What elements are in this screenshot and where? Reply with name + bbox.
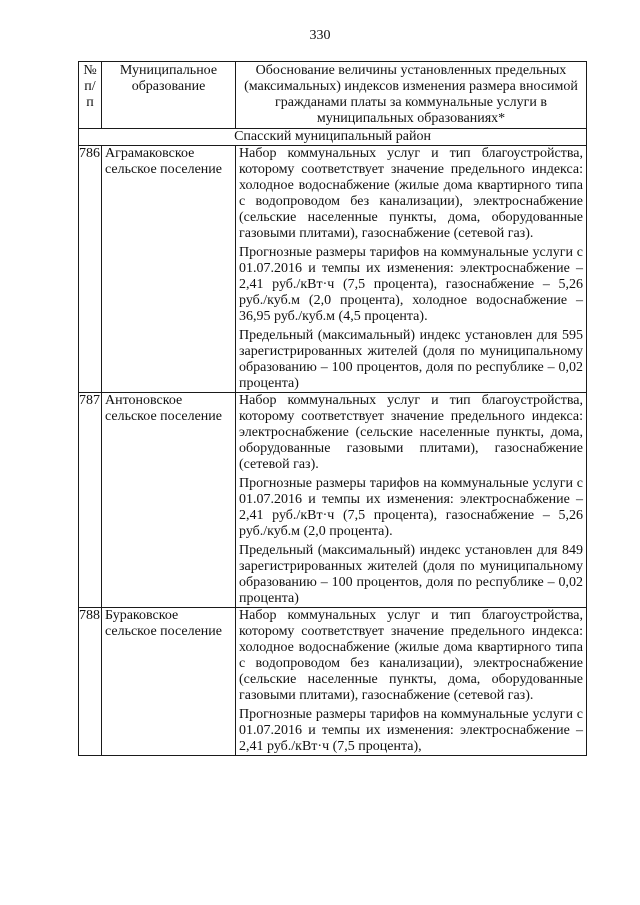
justification-text	[236, 393, 587, 608]
page-number: 330	[309, 28, 331, 43]
district-name: Спасский муниципальный район	[79, 129, 587, 146]
municipality-name: Бураковское сельское поселение	[102, 608, 236, 756]
tariff-index-table	[78, 61, 587, 756]
header-municipality: Муниципальное образование	[102, 62, 236, 129]
justification-paragraph: Предельный (максимальный) индекс установлен для 849 зарегистрированных жителей (доля по муниципальному образованию – 100 процентов, доля по республике – 0,02 процента)	[239, 543, 583, 606]
row-number: 786	[79, 146, 102, 393]
district-row	[79, 129, 587, 146]
municipality-name: Антоновское сельское поселение	[102, 393, 236, 608]
justification-paragraph: Набор коммунальных услуг и тип благоустройства, которому соответствует значение предельного индекса: электроснабжение (сельские населенные пункты, дома, оборудованные газовыми плитами), газоснабжение (сетевой газ).	[239, 393, 583, 472]
table-row	[79, 393, 587, 608]
row-number: 787	[79, 393, 102, 608]
row-number: 788	[79, 608, 102, 756]
justification-paragraph: Прогнозные размеры тарифов на коммунальные услуги с 01.07.2016 и темпы их изменения: электроснабжение – 2,41 руб./кВт·ч (7,5 процента), газоснабжение – 5,26 руб./куб.м (2,0 процента), холодное водоснабжение – 36,95 руб./куб.м (4,5 процента).	[239, 245, 583, 324]
table-header-row	[79, 62, 587, 129]
municipality-name: Аграмаковское сельское поселение	[102, 146, 236, 393]
header-num: № п/п	[79, 62, 102, 129]
justification-paragraph: Набор коммунальных услуг и тип благоустройства, которому соответствует значение предельного индекса: холодное водоснабжение (жилые дома квартирного типа с водопроводом без канализации), электроснабжение (сельские населенные пункты, дома, оборудованные газовыми плитами), газоснабжение (сетевой газ).	[239, 608, 583, 703]
justification-paragraph: Прогнозные размеры тарифов на коммунальные услуги с 01.07.2016 и темпы их изменения: электроснабжение – 2,41 руб./кВт·ч (7,5 процента), газоснабжение – 5,26 руб./куб.м (2,0 процента).	[239, 476, 583, 539]
justification-text	[236, 608, 587, 756]
justification-paragraph: Предельный (максимальный) индекс установлен для 595 зарегистрированных жителей (доля по муниципальному образованию – 100 процентов, доля по республике – 0,02 процента)	[239, 328, 583, 391]
table-row	[79, 608, 587, 756]
justification-text	[236, 146, 587, 393]
justification-paragraph: Прогнозные размеры тарифов на коммунальные услуги с 01.07.2016 и темпы их изменения: электроснабжение – 2,41 руб./кВт·ч (7,5 процента),	[239, 707, 583, 754]
header-justification: Обоснование величины установленных предельных (максимальных) индексов изменения размера вносимой гражданами платы за коммунальные услуги в муниципальных образованиях*	[236, 62, 587, 129]
justification-paragraph: Набор коммунальных услуг и тип благоустройства, которому соответствует значение предельного индекса: холодное водоснабжение (жилые дома квартирного типа с водопроводом без канализации), электроснабжение (сельские населенные пункты, дома, оборудованные газовыми плитами), газоснабжение (сетевой газ).	[239, 146, 583, 241]
table-row	[79, 146, 587, 393]
